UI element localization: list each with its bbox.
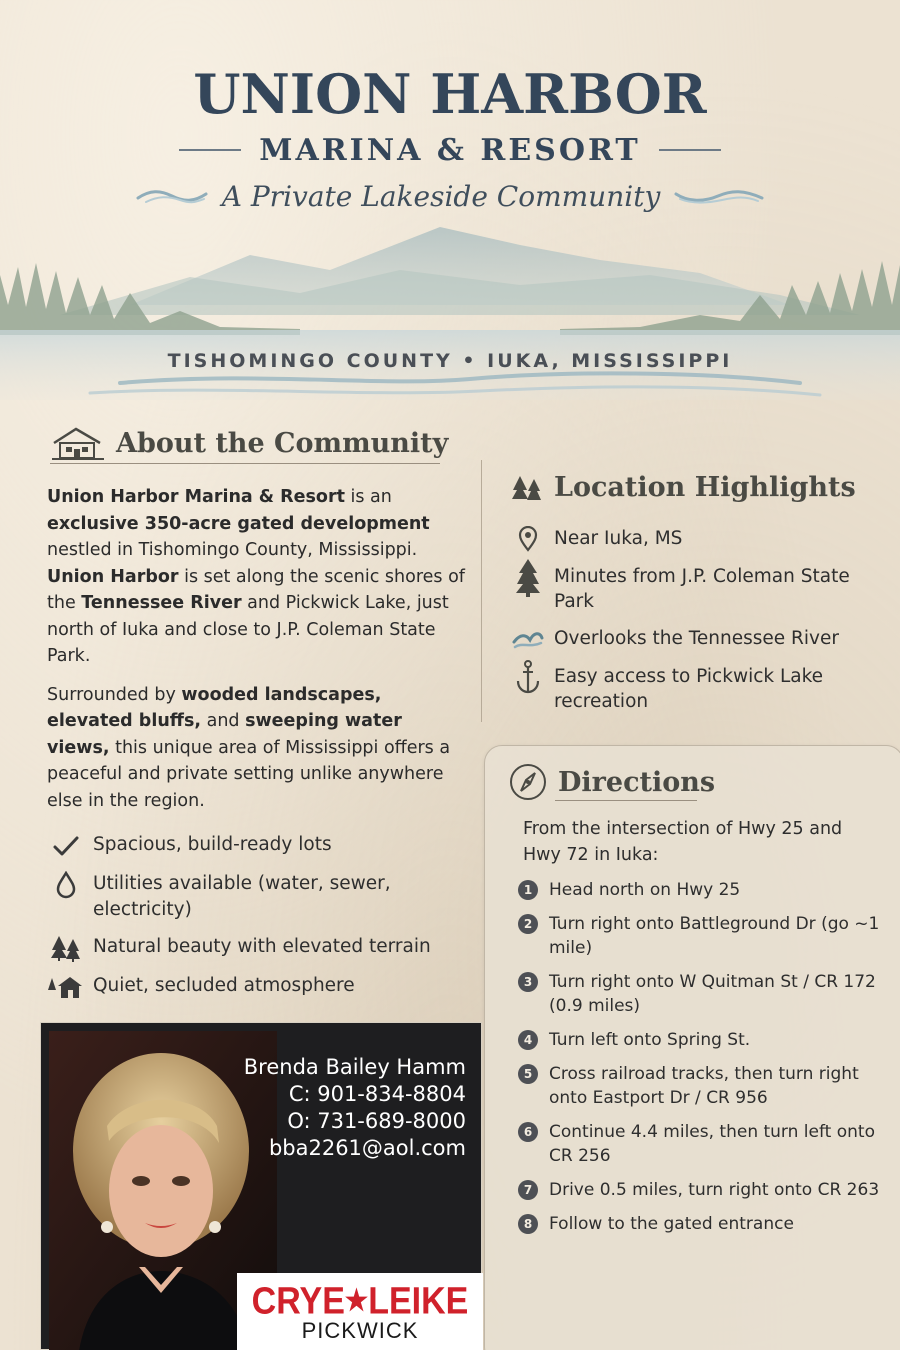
agent-office-phone[interactable]: O: 731-689-8000 — [287, 1109, 466, 1133]
page-subtitle: MARINA & RESORT — [259, 132, 641, 168]
direction-step — [518, 878, 888, 902]
location-item — [510, 526, 880, 552]
text-run: Union Harbor Marina & Resort — [47, 487, 345, 507]
subtitle-row — [0, 130, 900, 170]
text-run: wooded landscapes, elevated bluffs, — [47, 684, 382, 731]
text-run: this unique area of Mississippi offers a peaceful and private setting unlike anywhere else in the region. — [47, 737, 451, 811]
step-number: 6 — [518, 1122, 538, 1142]
star-icon: ★ — [344, 1283, 369, 1317]
location-heading-row — [510, 472, 856, 503]
text-run: sweeping water views, — [47, 711, 402, 758]
step-text: Turn right onto Battleground Dr (go ~1 mile) — [549, 914, 880, 958]
direction-step — [518, 912, 888, 960]
step-number: 3 — [518, 972, 538, 992]
directions-heading-underline — [555, 800, 697, 801]
feature-text: Quiet, secluded atmosphere — [93, 975, 355, 996]
location-banner: TISHOMINGO COUNTY • IUKA, MISSISSIPPI — [167, 350, 733, 372]
step-text: Head north on Hwy 25 — [549, 880, 741, 900]
agent-name: Brenda Bailey Hamm — [243, 1055, 466, 1079]
feature-text: Spacious, build-ready lots — [93, 834, 332, 855]
page-title: UNION HARBOR — [193, 62, 707, 126]
directions-heading: Directions — [558, 766, 716, 798]
pine-trees-icon — [46, 934, 86, 962]
text-run: exclusive 350-acre gated development — [47, 513, 430, 534]
agent-cell-phone[interactable]: C: 901-834-8804 — [288, 1082, 466, 1106]
checkmark-icon — [46, 832, 86, 860]
brokerage-logo-wordmark — [237, 1279, 483, 1323]
direction-step — [518, 1062, 888, 1110]
text-run: Surrounded by — [47, 684, 182, 705]
about-paragraph-2 — [47, 682, 467, 815]
directions-intro: From the intersection of Hwy 25 and Hwy 72 in Iuka: — [523, 819, 843, 865]
step-number: 1 — [518, 880, 538, 900]
text-run: nestled in Tishomingo County, Mississippi. — [47, 540, 418, 560]
text-run: is an — [344, 487, 392, 507]
pine-tree-icon — [510, 564, 546, 590]
pine-trees-heading-icon — [510, 473, 544, 503]
directions-heading-row — [508, 762, 715, 802]
step-number: 2 — [518, 914, 538, 934]
column-divider — [481, 460, 482, 722]
direction-step — [518, 1028, 888, 1052]
direction-step — [518, 970, 888, 1018]
agent-contact — [221, 1053, 466, 1162]
directions-steps — [518, 878, 888, 1246]
location-text: Overlooks the Tennessee River — [554, 628, 839, 649]
river-wave-icon — [510, 626, 546, 652]
location-item — [510, 564, 880, 614]
location-list — [510, 526, 880, 726]
feature-text: Natural beauty with elevated terrain — [93, 936, 431, 957]
about-heading-underline — [50, 463, 440, 464]
location-text: Minutes from J.P. Coleman State Park — [554, 566, 850, 612]
wave-ornament-right-icon — [674, 186, 764, 206]
text-run: Union Harbor — [47, 566, 179, 587]
about-heading-row — [50, 425, 448, 461]
step-text: Turn left onto Spring St. — [549, 1030, 751, 1050]
water-drop-icon — [46, 871, 86, 899]
step-number: 4 — [518, 1030, 538, 1050]
map-pin-icon — [510, 526, 546, 552]
location-item — [510, 626, 880, 652]
direction-step — [518, 1178, 888, 1202]
step-text: Continue 4.4 miles, then turn left onto CR 256 — [549, 1122, 875, 1166]
feature-list — [46, 832, 476, 1012]
about-heading: About the Community — [116, 427, 449, 459]
wave-ornament-left-icon — [136, 186, 208, 206]
location-text: Near Iuka, MS — [554, 528, 683, 549]
logo-word-left: CRYE — [251, 1279, 345, 1323]
location-heading: Location Highlights — [554, 472, 856, 503]
agent-email[interactable]: bba2261@aol.com — [268, 1136, 466, 1160]
tagline-row — [0, 174, 900, 218]
about-paragraph-1 — [47, 484, 467, 670]
about-body — [47, 484, 467, 826]
text-run: Tennessee River — [81, 593, 242, 613]
location-text: Easy access to Pickwick Lake recreation — [554, 666, 824, 712]
lakeside-landscape-illustration — [0, 215, 900, 415]
step-number: 8 — [518, 1214, 538, 1234]
compass-icon — [508, 762, 548, 802]
text-run: and — [201, 711, 246, 731]
feature-item — [46, 871, 476, 923]
step-number: 5 — [518, 1064, 538, 1084]
lodge-icon — [50, 425, 106, 461]
direction-step — [518, 1212, 888, 1236]
text-run: is set along the scenic shores of the — [47, 566, 465, 613]
subtitle-rule-left — [179, 149, 241, 151]
direction-step — [518, 1120, 888, 1168]
step-text: Follow to the gated entrance — [549, 1214, 794, 1234]
anchor-icon — [510, 664, 546, 690]
logo-word-right: LEIKE — [368, 1279, 469, 1323]
step-number: 7 — [518, 1180, 538, 1200]
text-run: and Pickwick Lake, just north of Iuka and close to J.P. Coleman State Park. — [47, 593, 449, 666]
step-text: Turn right onto W Quitman St / CR 172 (0.9 miles) — [549, 972, 876, 1016]
subtitle-rule-right — [659, 149, 721, 151]
brokerage-logo — [237, 1273, 483, 1350]
feature-text: Utilities available (water, sewer, electricity) — [93, 873, 391, 920]
feature-item — [46, 934, 476, 962]
feature-item — [46, 973, 476, 1001]
feature-item — [46, 832, 476, 860]
brokerage-logo-sub: PICKWICK — [301, 1318, 419, 1343]
step-text: Cross railroad tracks, then turn right onto Eastport Dr / CR 956 — [549, 1064, 859, 1108]
cabin-icon — [46, 973, 86, 1001]
agent-card — [40, 1022, 482, 1350]
tagline: A Private Lakeside Community — [221, 179, 661, 213]
step-text: Drive 0.5 miles, turn right onto CR 263 — [549, 1180, 880, 1200]
location-item — [510, 664, 880, 714]
